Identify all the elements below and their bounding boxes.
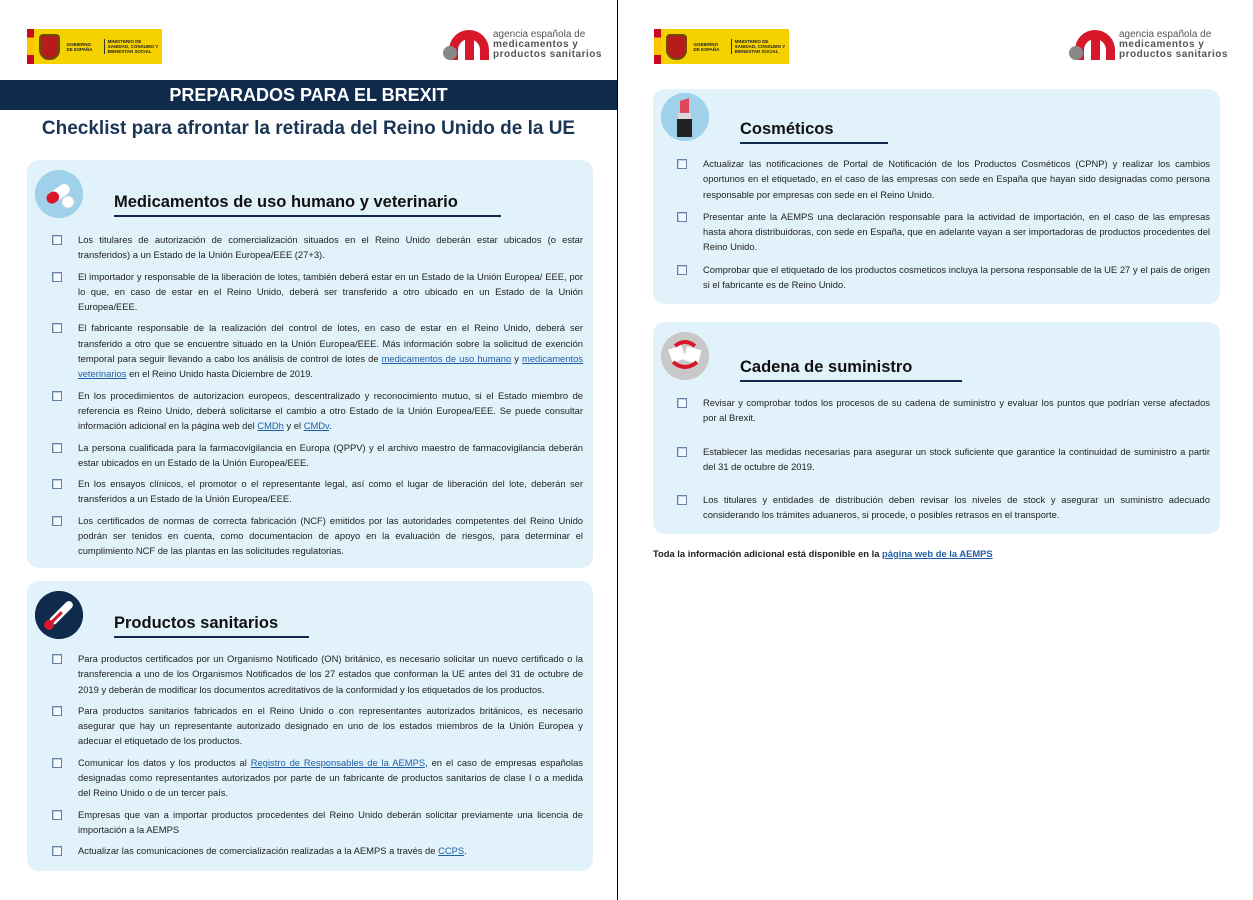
checkbox[interactable] [677,398,687,408]
items-productos [52,651,583,859]
agency-line-1: agencia española de [1119,29,1212,40]
section-medicamentos [27,160,593,568]
checkbox[interactable] [677,212,687,222]
link-medicamentos-uso-humano[interactable]: medicamentos de uso humano [381,353,512,365]
checklist-item: Los titulares de autorización de comercialización situados en el Reino Unido deberán estar ubicados (o estar transferidos) a un Estado de la Unión Europea/EEE (27+3). [52,232,583,263]
aemps-logo [1069,28,1228,62]
coat-of-arms-icon [39,34,60,60]
checkbox[interactable] [677,495,687,505]
agency-line-2: medicamentos y [493,39,579,50]
checkbox[interactable] [677,265,687,275]
checkbox[interactable] [52,758,62,768]
checklist-item: Para productos certificados por un Organismo Notificado (ON) británico, es necesario solicitar un nuevo certificado o la transferencia a uno de los Organismos Notificados de los 27 estados que conforman la UE antes del 31 de octubre de 2019 y deberán de modificar los documentos acreditativos de la conformidad y los etiquetados de los productos. [52,651,583,697]
agency-line-3: productos sanitarios [1119,49,1228,60]
checklist-item: Los certificados de normas de correcta fabricación (NCF) emitidos por las autoridades competentes del Reino Unido podrán ser tenidos en cuenta, como documentacion de apoyo en la evaluación de riesgos, para determinar el cumplimiento NCF de las plantas en las solicitudes regulatorias. [52,513,583,559]
footer-note: Toda la información adicional está disponible en la página web de la AEMPS [653,548,993,559]
link-medicamentos-veterinarios[interactable]: medicamentos veterinarios [78,353,583,380]
checklist-item: Para productos sanitarios fabricados en el Reino Unido o con representantes autorizados británicos, es necesario asegurar que hay un representante autorizado designado en uno de los estados miembros de la Unión Europea y adecuar el etiquetado de los productos. [52,703,583,749]
ministry-text: MINISTERIO DE SANIDAD, CONSUMO Y BIENESTAR SOCIAL [731,39,789,54]
checkbox[interactable] [52,391,62,401]
link-aemps-website[interactable]: página web de la AEMPS [882,548,993,559]
banner-title: PREPARADOS PARA EL BREXIT [0,80,617,110]
link-cmdv[interactable]: CMDv [303,420,330,432]
section-title-cosmeticos: Cosméticos [740,120,888,144]
checklist-item: Revisar y comprobar todos los procesos de su cadena de suministro y evaluar los puntos que podrían verse afectados por al Brexit. [677,395,1210,426]
checklist-item: En los procedimientos de autorizacion europeos, descentralizado y reconocimiento mutuo, si el Estado miembro de referencia es Reino Unido, deberá solicitarse el cambio a otro Estado de la Unión Europea/EEE. Se puede consultar información adicional en la página web del CMDh y el CMDv. [52,388,583,434]
checkbox[interactable] [52,810,62,820]
checklist-item: Empresas que van a importar productos procedentes del Reino Unido deberán solicitar previamente una licencia de importación a la AEMPS [52,807,583,838]
section-title-medicamentos: Medicamentos de uso humano y veterinario [114,193,501,217]
aemps-logo [443,28,602,62]
coat-of-arms-icon [666,34,687,60]
supply-chain-icon [661,332,709,380]
section-cadena-suministro [653,322,1220,534]
checklist-item: Comunicar los datos y los productos al Registro de Responsables de la AEMPS, en el caso de empresas españolas designadas como representantes autorizados por parte de un fabricante de productos sanitarios de clase I o a medida del Reino Unido o de un tercer país. [52,755,583,801]
page-right [618,0,1253,900]
agency-line-1: agencia española de [493,29,586,40]
section-cosmeticos [653,89,1220,304]
link-ccps[interactable]: CCPS [438,845,465,857]
checklist-item: Establecer las medidas necesarias para asegurar un stock suficiente que garantice la continuidad de suministro a partir del 31 de octubre de 2019. [677,444,1210,475]
lipstick-icon [661,93,709,141]
checklist-item: Actualizar las comunicaciones de comercialización realizadas a la AEMPS a través de CCPS. [52,843,583,858]
checkbox[interactable] [52,846,62,856]
checkbox[interactable] [52,272,62,282]
checklist-item: Presentar ante la AEMPS una declaración responsable para la actividad de importación, en el caso de las empresas hasta ahora distribuidoras, con sede en España, que en adelante vayan a ser importadoras de productos procedentes del Reino Unido. [677,209,1210,255]
checklist-item: Los titulares y entidades de distribución deben revisar los niveles de stock y asegurar un suministro adecuado considerando los trámites aduaneros, si procede, o posibles retrasos en el transporte. [677,492,1210,523]
thermometer-icon [35,591,83,639]
agency-line-2: medicamentos y [1119,39,1205,50]
government-logo [27,29,162,64]
link-cmdh[interactable]: CMDh [257,420,284,432]
items-cosmeticos [677,156,1210,292]
gov-text: GOBIERNO DE ESPAÑA [693,41,720,52]
checklist-item: El fabricante responsable de la realización del control de lotes, en caso de estar en el Reino Unido, deberá ser transferido a otro que se encuentre situado en la Unión Europea/EEE. Más información sobre la solicitud de exención temporal para seguir llevando a cabo los análisis de control de lotes de medicamentos de uso humano y medicamentos veterinarios en el Reino Unido hasta Diciembre de 2019. [52,320,583,381]
gov-text: GOBIERNO DE ESPAÑA [66,41,93,52]
flag-icon [27,29,34,64]
checklist-item: El importador y responsable de la liberación de lotes, también deberá estar en un Estado de la Unión Europea/ EEE, por lo que, en caso de estar en el Reino Unido, deberá ser transferido a otro ubicado en un Estado de la Unión Europea/EEE. [52,269,583,315]
items-medicamentos [52,232,583,559]
link-registro-responsables[interactable]: Registro de Responsables de la AEMPS [250,756,426,768]
section-title-suministro: Cadena de suministro [740,358,962,382]
checkbox[interactable] [52,516,62,526]
government-logo [654,29,789,64]
flag-icon [654,29,661,64]
page-left [0,0,618,900]
items-suministro [677,395,1210,523]
checkbox[interactable] [52,443,62,453]
checkbox[interactable] [52,479,62,489]
checkbox[interactable] [677,447,687,457]
page-subtitle: Checklist para afrontar la retirada del Reino Unido de la UE [41,118,576,139]
checkbox[interactable] [52,235,62,245]
agency-line-3: productos sanitarios [493,49,602,60]
checklist-item: Actualizar las notificaciones de Portal de Notificación de los Productos Cosméticos (CPNP) y realizar los cambios oportunos en el etiquetado, en el caso de las empresas con sede en España que hayan sido designadas como persona responsable por empresas con sede en el Reino Unido. [677,156,1210,202]
checkbox[interactable] [52,654,62,664]
aemps-mark-icon [1069,28,1115,62]
checklist-item: Comprobar que el etiquetado de los productos cosmeticos incluya la persona responsable de la UE 27 y el país de origen si el fabricante es de Reino Unido. [677,262,1210,293]
checklist-item: En los ensayos clínicos, el promotor o el representante legal, así como el lugar de liberación del lote, deberán ser transferidos a un Estado de la Unión Europea/EEE. [52,476,583,507]
aemps-mark-icon [443,28,489,62]
checkbox[interactable] [52,706,62,716]
checkbox[interactable] [677,159,687,169]
section-productos-sanitarios [27,581,593,871]
checkbox[interactable] [52,323,62,333]
pills-icon [35,170,83,218]
section-title-productos: Productos sanitarios [114,614,309,638]
checklist-item: La persona cualificada para la farmacovigilancia en Europa (QPPV) y el archivo maestro de farmacovigilancia deberán estar ubicados en un Estado de la Unión Europea/EEE. [52,440,583,471]
ministry-text: MINISTERIO DE SANIDAD, CONSUMO Y BIENESTAR SOCIAL [104,39,162,54]
